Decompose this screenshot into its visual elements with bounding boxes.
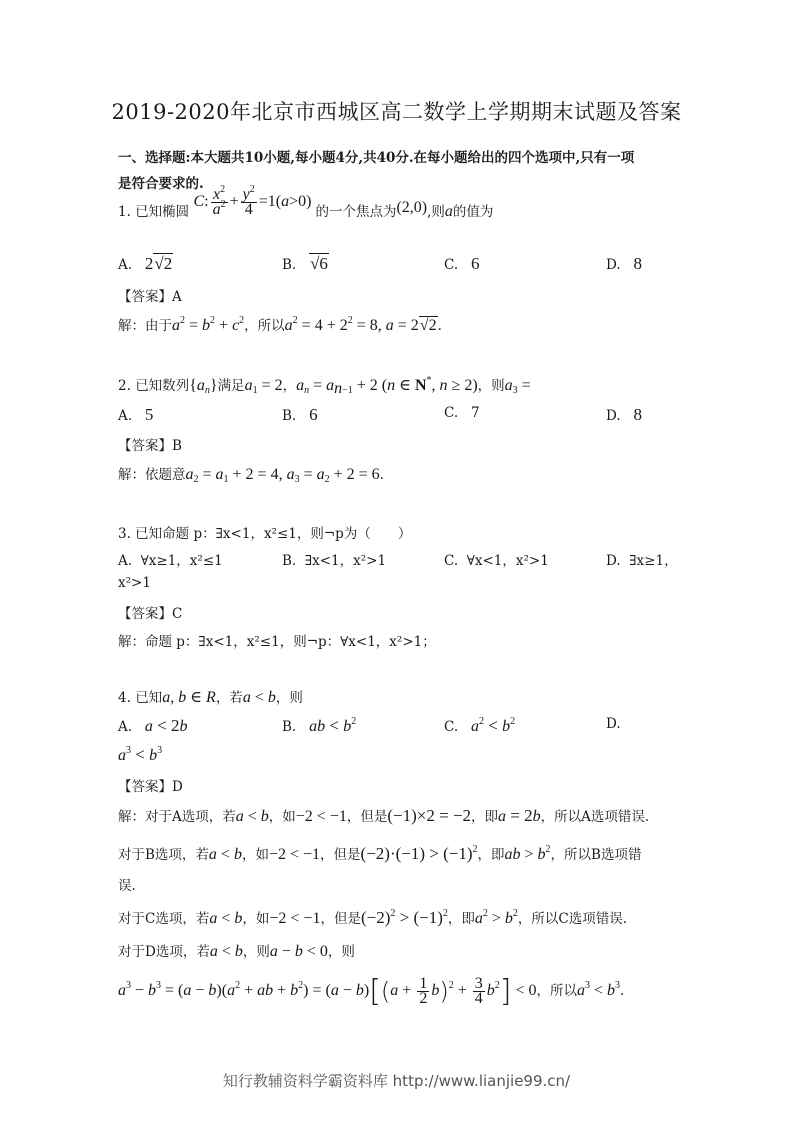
q2-option-a: A. 5 [118, 405, 154, 424]
q3-option-d: D. ∃x≥1， [606, 553, 678, 569]
q4-solution-d-formula: $a^3 - b^3 = (a - b)(a^2$ + ab + $b^2) = (a - b)[(a$ + $\frac{1}{2}$ b)$^2$ + $\frac{3}{4}$ $b^2] < 0$，所以$a^3 < b^3$. [118, 974, 625, 1009]
question-4: 4. 已知a, b ∈ R，若a < b，则 [118, 689, 303, 706]
q4-option-a: A. a < 2b [118, 716, 188, 735]
q4-option-c: C. $a^2 < b^2$ [444, 716, 516, 735]
question-number: 1. [118, 204, 131, 221]
q4-solution-b: 对于B选项，若a < b，如−2 < −1，但是$(-2)\cdot(-1) > (-1)^2$，即ab > $b^2$，所以B选项错 [118, 844, 642, 863]
q1-option-a: A. 2√2 [118, 254, 173, 273]
question-1: 1. 已知椭圆 C: $\frac{x^2}{a^2}$ + $\frac{y^2}{4}$ =1(a>0) 的一个焦点为(2,0),则a的值为 [118, 184, 494, 221]
q4-solution-c: 对于C选项，若a < b，如−2 < −1，但是$(-2)^2 > (-1)^2$，即$a^2 > b^2$，所以C选项错误. [118, 908, 628, 927]
q2-solution: 解：依题意$a_2 = a_1 + 2 = 4$, $a_3 = a_2 + 2 = 6$. [118, 466, 384, 485]
q4-option-d: D. [606, 716, 621, 732]
q3-option-d-cont: x²>1 [118, 575, 151, 591]
q1-option-c: C. 6 [444, 254, 480, 273]
q4-option-d-cont: $a^3 < b^3$ [118, 745, 163, 764]
q2-option-b: B. 6 [282, 405, 318, 424]
question-2: 2. 已知数列$\{a_n\}$满足$a_1 = 2$，$a_n = a_{n-1} + 2$ (n ∈ N*, n ≥ 2)，则$a_3$ = [118, 375, 531, 397]
q4-solution-d: 对于D选项，若a < b，则a − b < 0，则 [118, 943, 355, 960]
question-3: 3. 已知命题 p：∃x<1，x²≤1，则¬p为（ ） [118, 526, 412, 542]
q1-option-b: B. √6 [282, 254, 328, 273]
q4-option-b: B. ab < $b^2$ [282, 716, 357, 735]
q1-option-d: D. 8 [606, 254, 643, 273]
question-text: 已知椭圆 [135, 204, 190, 221]
q2-option-d: D. 8 [606, 405, 643, 424]
footer-watermark: 知行教辅资料学霸资料库 http://www.lianjie99.cn/ [222, 1072, 571, 1090]
q1-solution: 解：由于$a^2 = b^2 + c^2$，所以$a^2 = 4 + 2^2 = 8$, a = 2√2. [118, 315, 442, 334]
q2-option-c: C. 7 [444, 405, 480, 421]
q3-option-a: A. ∀x≥1，x²≤1 [118, 553, 223, 569]
ellipse-equation: C: $\frac{x^2}{a^2}$ + $\frac{y^2}{4}$ =1(a>0) [193, 184, 316, 218]
q4-answer: 【答案】D [118, 779, 183, 795]
q4-solution-b-cont: 误. [118, 878, 136, 894]
q3-answer: 【答案】C [118, 606, 183, 622]
q4-solution-a: 解：对于A选项，若a < b，如−2 < −1，但是(−1)×2 = −2，即a = 2b，所以A选项错误. [118, 806, 650, 825]
q2-answer: 【答案】B [118, 438, 182, 454]
q1-answer: 【答案】A [118, 289, 182, 305]
section-heading-line1: 一、选择题:本大题共10小题,每小题4分,共40分.在每小题给出的四个选项中,只有一项 [118, 150, 635, 166]
q3-solution: 解：命题 p：∃x<1，x²≤1，则¬p：∀x<1，x²>1； [118, 634, 436, 650]
q3-option-c: C. ∀x<1，x²>1 [444, 553, 549, 569]
page-title: 2019-2020年北京市西城区高二数学上学期期末试题及答案 [111, 100, 682, 124]
q3-option-b: B. ∃x<1，x²>1 [282, 553, 387, 569]
section-heading-line2: 是符合要求的. [118, 176, 204, 192]
